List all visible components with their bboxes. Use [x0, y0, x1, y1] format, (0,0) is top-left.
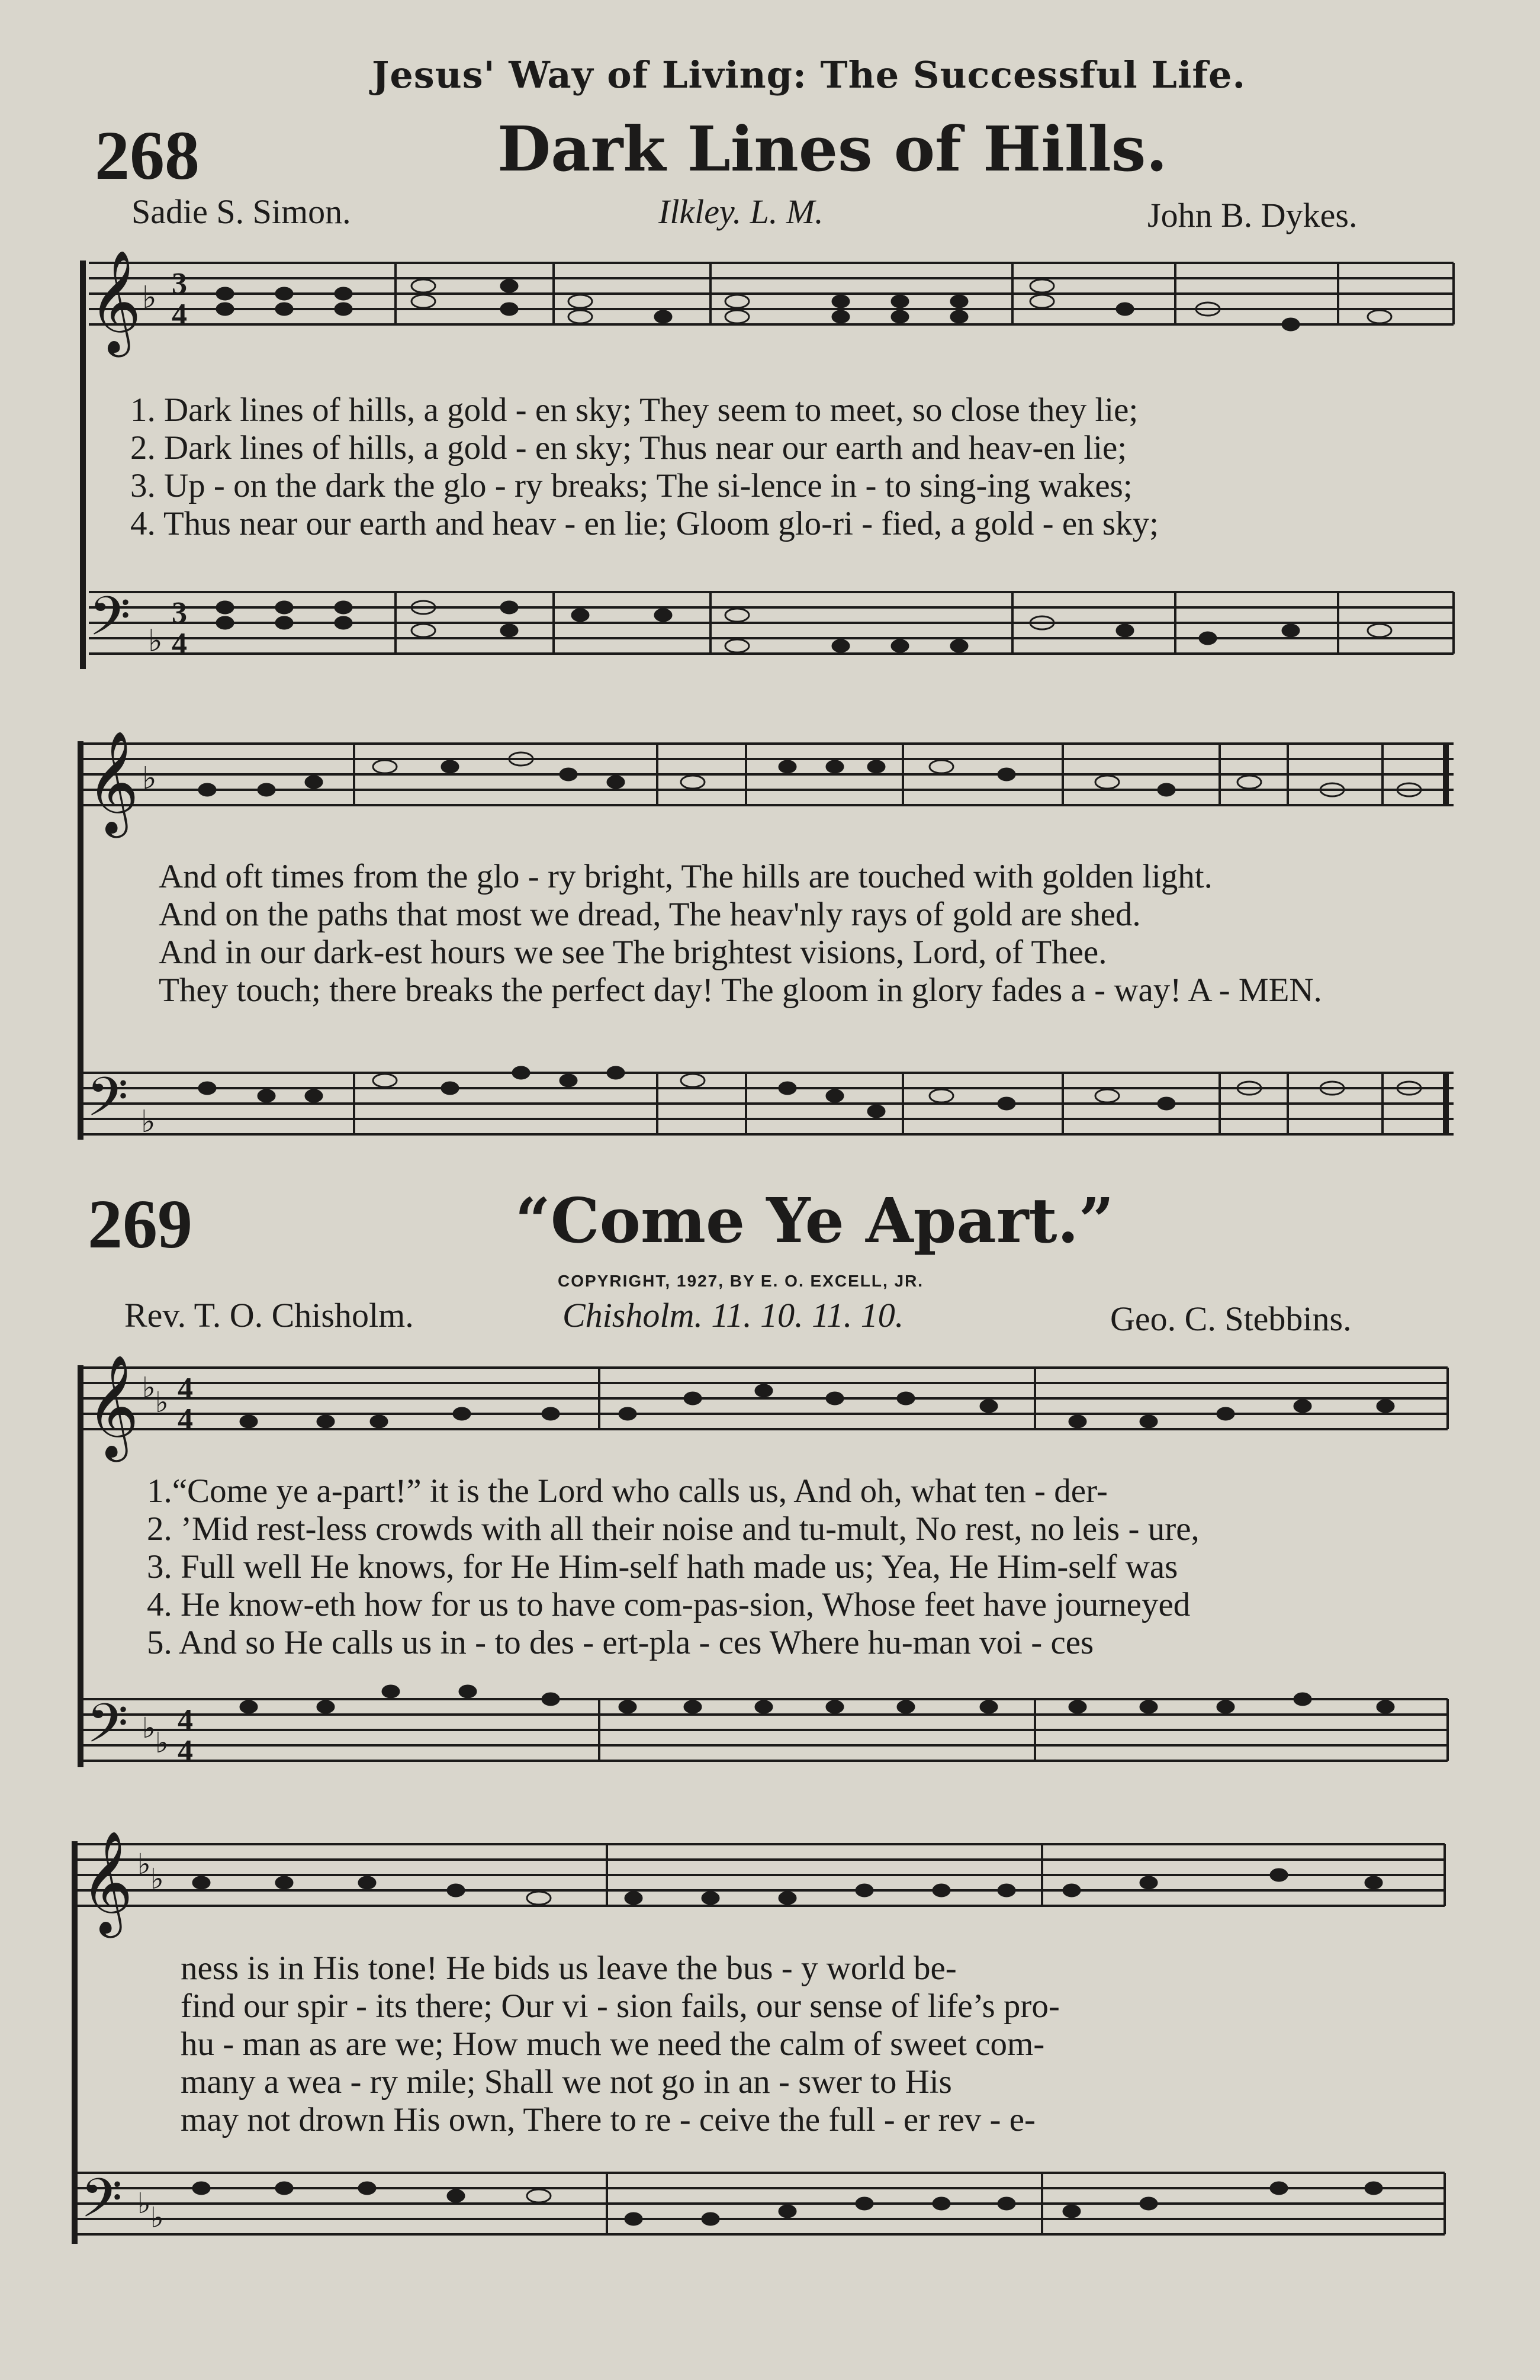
verse-line: They touch; there breaks the perfect day! The gloom in glory fades a - way! A - MEN.	[159, 972, 1322, 1009]
verse-line: 2. Dark lines of hills, a gold - en sky; Thus near our earth and heav-en lie;	[130, 429, 1127, 467]
svg-text:♭: ♭	[141, 1104, 156, 1140]
verse-line: many a wea - ry mile; Shall we not go in an - swer to His	[181, 2063, 952, 2101]
verse-line: 3. Up - on the dark the glo - ry breaks; The si-lence in - to sing-ing wakes;	[130, 467, 1133, 504]
svg-text:4: 4	[178, 1703, 193, 1737]
verse-line: 4. He know-eth how for us to have com-pas-sion, Whose feet have journeyed	[147, 1586, 1191, 1623]
hymn-number: 268	[95, 117, 200, 194]
verse-line: And oft times from the glo - ry bright, The hills are touched with golden light.	[159, 858, 1213, 895]
hymn-author: Sadie S. Simon.	[131, 192, 351, 231]
copyright-notice: COPYRIGHT, 1927, BY E. O. EXCELL, JR.	[558, 1272, 924, 1290]
hymn-tune: Ilkley. L. M.	[658, 192, 824, 231]
svg-text:♭: ♭	[148, 623, 163, 659]
svg-text:♭: ♭	[150, 1863, 164, 1896]
svg-text:♭: ♭	[137, 1848, 151, 1881]
hymn-number: 269	[88, 1185, 192, 1263]
verse-line: 3. Full well He knows, for He Him-self hath made us; Yea, He Him-self was	[147, 1548, 1178, 1585]
svg-text:♭: ♭	[137, 2187, 151, 2220]
bass-clef-icon: 𝄢	[89, 585, 131, 661]
treble-staff	[89, 263, 1454, 324]
bass-clef-icon: 𝄢	[86, 1066, 128, 1141]
hymn-title: “Come Ye Apart.”	[515, 1184, 1114, 1257]
hymn-tune: Chisholm. 11. 10. 11. 10.	[562, 1296, 904, 1334]
verse-line: may not drown His own, There to re - ceive the full - er rev - e-	[181, 2101, 1036, 2138]
treble-clef-icon: 𝄞	[86, 1355, 139, 1458]
svg-text:4: 4	[178, 1734, 193, 1768]
hymn-composer: Geo. C. Stebbins.	[1110, 1300, 1352, 1338]
verse-line: 1.“Come ye a-part!” it is the Lord who calls us, And oh, what ten - der-	[147, 1472, 1108, 1510]
hymn-title: Dark Lines of Hills.	[497, 112, 1168, 185]
hymn-composer: John B. Dykes.	[1147, 196, 1358, 234]
verse-line: And in our dark-est hours we see The brightest visions, Lord, of Thee.	[159, 934, 1107, 971]
bass-staff	[89, 592, 1454, 654]
bass-clef-icon: 𝄢	[86, 1692, 128, 1768]
svg-text:♭: ♭	[155, 1726, 169, 1760]
svg-text:3: 3	[172, 267, 187, 301]
svg-text:4: 4	[178, 1403, 193, 1436]
svg-text:3: 3	[172, 596, 187, 630]
verse-line: 4. Thus near our earth and heav - en lie; Gloom glo-ri - fied, a gold - en sky;	[130, 505, 1159, 542]
svg-text:♭: ♭	[142, 280, 157, 316]
svg-text:♭: ♭	[142, 1371, 156, 1404]
verse-line: And on the paths that most we dread, The heav'nly rays of gold are shed.	[159, 896, 1141, 933]
svg-text:♭: ♭	[142, 761, 157, 796]
treble-clef-icon: 𝄞	[86, 731, 139, 834]
section-header: Jesus' Way of Living: The Successful Life.	[372, 53, 1246, 97]
verse-line: 1. Dark lines of hills, a gold - en sky; They seem to meet, so close they lie;	[130, 391, 1139, 429]
verse-line: hu - man as are we; How much we need the calm of sweet com-	[181, 2025, 1045, 2063]
svg-text:♭: ♭	[142, 1712, 156, 1745]
treble-clef-icon: 𝄞	[81, 1831, 133, 1934]
svg-text:♭: ♭	[155, 1386, 169, 1419]
verse-line: find our spir - its there; Our vi - sion fails, our sense of life’s pro-	[181, 1987, 1060, 2025]
verse-line: 2. ’Mid rest-less crowds with all their noise and tu-mult, No rest, no leis - ure,	[147, 1510, 1200, 1548]
svg-text:4: 4	[178, 1372, 193, 1406]
svg-text:♭: ♭	[150, 2201, 164, 2234]
hymn-author: Rev. T. O. Chisholm.	[124, 1296, 414, 1334]
bass-clef-icon: 𝄢	[81, 2167, 123, 2243]
svg-text:4: 4	[172, 627, 187, 661]
verse-line: 5. And so He calls us in - to des - ert-pla - ces Where hu-man voi - ces	[147, 1624, 1094, 1661]
treble-clef-icon: 𝄞	[89, 250, 142, 353]
svg-text:4: 4	[172, 298, 187, 332]
verse-line: ness is in His tone! He bids us leave the bus - y world be-	[181, 1950, 957, 1987]
